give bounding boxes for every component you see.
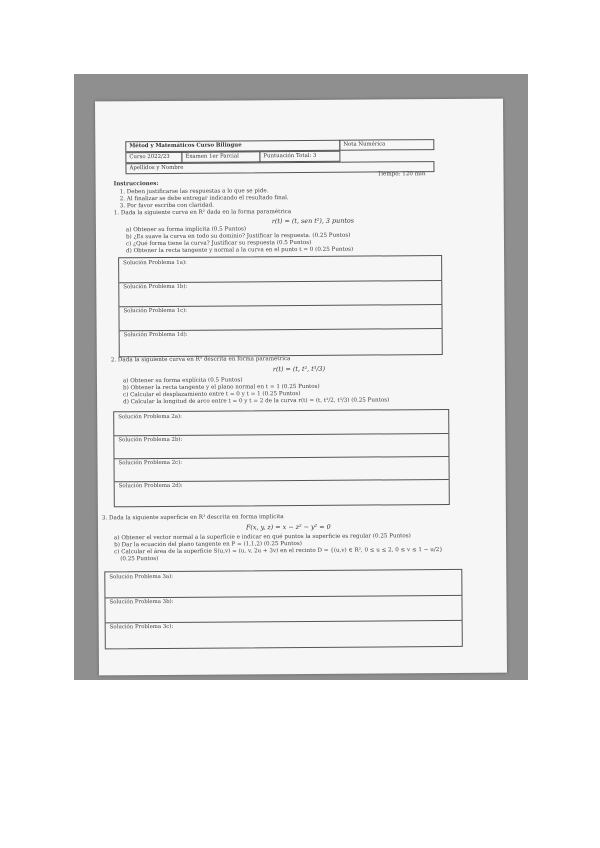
solution-2c-label: Solución Problema 2c):	[118, 459, 183, 467]
problem1-part-d: d) Obtener la recta tangente y normal a la curva en el punto t = 0 (0.25 Puntos)	[126, 246, 354, 255]
problem3-part-c-points: (0.25 Puntos)	[120, 556, 159, 563]
solution-3c-label: Solución Problema 3c):	[109, 623, 174, 631]
solution-1a-label: Solución Problema 1a):	[123, 259, 187, 267]
exam-date: Curso 2022/23	[125, 152, 182, 163]
grade-label: Nota Numérica	[339, 139, 434, 151]
solution-2d-label: Solución Problema 2d):	[118, 482, 183, 490]
instruction-item: 2. Al finalizar se debe entregar indicando el resultado final.	[119, 195, 289, 203]
problem2-answer-box	[113, 409, 450, 507]
exam-sheet	[95, 99, 507, 676]
problem2-equation: r(t) = (t, t², t³/3)	[272, 364, 326, 374]
course-title: Métod y Matemáticos Curso Bilingue	[125, 140, 340, 153]
problem1-statement: 1. Dada la siguiente curva en R² dada en la forma paramétrica	[113, 209, 292, 217]
problem3-answer-box	[104, 569, 463, 649]
problem3-part-b: b) Dar la ecuación del plano tangente en P = (1,1,2) (0.25 Puntos)	[114, 540, 302, 549]
problem2-statement: 2. Dada la siguiente curva en R³ descrita en forma paramétrica	[110, 356, 291, 364]
instructions-title: Instrucciones:	[113, 180, 159, 188]
exam-name: Examen 1er Parcial	[181, 151, 260, 163]
problem3-part-a: a) Obtener el vector normal a la superficie e indicar en qué puntos la superficie es regular (0.25 Puntos)	[114, 533, 411, 542]
solution-3a-label: Solución Problema 3a):	[109, 573, 174, 581]
solution-1b-label: Solución Problema 1b):	[123, 283, 188, 291]
solution-2a-label: Solución Problema 2a):	[118, 413, 182, 421]
problem1-equation: r(t) = (t, sen t²), 3 puntos	[271, 216, 355, 226]
time-limit: Tiempo: 120 min	[377, 171, 426, 178]
problem1-part-c: c) ¿Qué forma tiene la curva? Justificar su respuesta (0.5 Puntos)	[125, 239, 312, 248]
problem3-statement: 3. Dada la siguiente superficie en R³ descrita en forma implícita	[101, 514, 284, 522]
solution-1c-label: Solución Problema 1c):	[123, 307, 188, 315]
solution-3b-label: Solución Problema 3b):	[109, 598, 174, 606]
problem3-equation: F(x, y, z) = x − z² − y² = 0	[245, 522, 331, 532]
solution-2b-label: Solución Problema 2b):	[118, 436, 183, 444]
problem2-part-d: d) Calcular la longitud de arco entre t = 0 y t = 2 de la curva r(t) = (t, t²/2, t³/3) (0.25 Puntos)	[123, 397, 390, 406]
instruction-item: 3. Por favor escriba con claridad.	[119, 202, 214, 210]
problem2-part-b: b) Obtener la recta tangente y el plano normal en t = 1 (0.25 Puntos)	[122, 383, 320, 392]
problem2-part-a: a) Obtener su forma explícita (0.5 Puntos)	[122, 377, 243, 385]
problem2-part-c: c) Calcular el desplazamiento entre t = 0 y t = 1 (0.25 Puntos)	[123, 391, 301, 399]
problem1-part-a: a) Obtener su forma implícita (0.5 Puntos)	[125, 226, 247, 234]
problem1-part-b: b) ¿Es suave la curva en todo su dominio? Justificar la respuesta. (0.25 Puntos)	[125, 232, 351, 241]
total-points: Puntuación Total: 3	[259, 151, 340, 163]
solution-1d-label: Solución Problema 1d):	[123, 331, 188, 339]
problem1-answer-box	[118, 255, 443, 357]
instruction-item: 1. Deben justificarse las respuestas a lo que se pide.	[119, 188, 269, 196]
name-field: Apellidos y Nombre	[125, 161, 434, 174]
problem3-part-c: c) Calcular el área de la superficie S(u,v) = (u, v, 2u + 3v) en el recinto D = {(u,v) ∈ R², 0 ≤ u ≤ 2, 0 ≤ v ≤ 1 − u/2}	[114, 547, 443, 556]
